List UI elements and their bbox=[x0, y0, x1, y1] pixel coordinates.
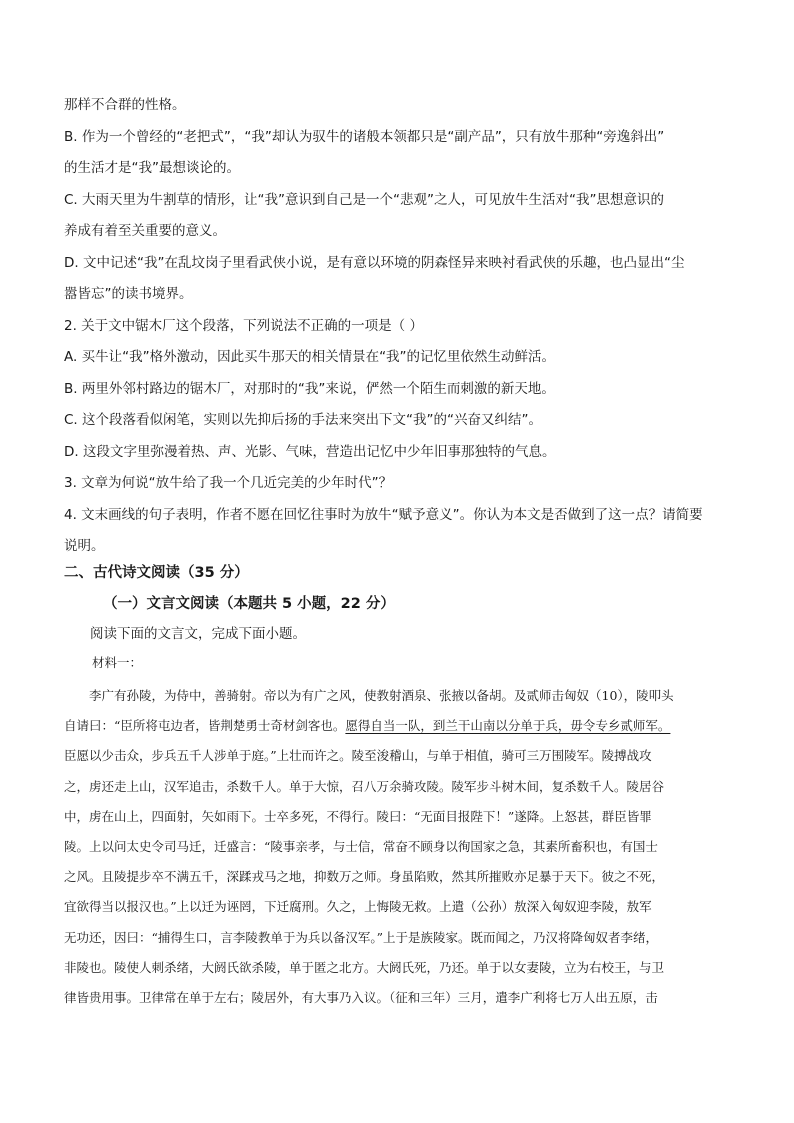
passage-line: 律皆贵用事。卫律常在单于左右；陵居外，有大事乃入议。（征和三年）三月，遣李广利将七万人出五原，击 bbox=[64, 989, 658, 1005]
text-line: 那样不合群的性格。 bbox=[64, 97, 186, 113]
option-d: D. 这段文字里弥漫着热、声、光影、气味，营造出记忆中少年旧事那独特的气息。 bbox=[64, 443, 556, 460]
passage-text: 自请曰：“臣所将屯边者，皆荆楚勇士奇材剑客也。 bbox=[64, 718, 346, 734]
question-block bbox=[64, 90, 732, 563]
passage-line: 陵。上以问太史令司马迁，迁盛言：“陵事亲孝，与士信，常奋不顾身以徇国家之急，其素所畜积也，有国士 bbox=[64, 838, 658, 854]
text-line: D. 文中记述“我”在乱坟岗子里看武侠小说，是有意以环境的阴森怪异来映衬看武侠的乐趣，也凸显出“尘 bbox=[64, 254, 685, 271]
passage-line: 之，虏还走上山，汉军追击，杀数千人。单于大惊，召八万余骑攻陵。陵军步斗树木间，复杀数千人。陵居谷 bbox=[64, 778, 665, 794]
question-2: 2. 关于文中锯木厂这个段落，下列说法不正确的一项是（ ） bbox=[64, 317, 423, 334]
passage-line: 之风。且陵提步卒不满五千，深蹂戎马之地，抑数万之师。身虽陷败，然其所摧败亦足暴于天下。彼之不死， bbox=[64, 869, 665, 885]
passage-line: 宜欲得当以报汉也。”上以迁为诬罔，下迁腐刑。久之，上悔陵无救。上遣（公孙）敖深入匈奴迎李陵，敖军 bbox=[64, 899, 652, 915]
question-3: 3. 文章为何说“放牛给了我一个几近完美的少年时代”？ bbox=[64, 475, 393, 491]
underlined-sentence: 愿得自当一队，到兰干山南以分单于兵，毋令专乡贰师军。 bbox=[345, 718, 671, 734]
passage-line: 非陵也。陵使人刺杀绪，大阏氏欲杀陵，单于匿之北方。大阏氏死，乃还。单于以女妻陵，立为右校王，与卫 bbox=[64, 959, 665, 975]
passage-line: 臣愿以少击众，步兵五千人涉单于庭。”上壮而许之。陵至浚稽山，与单于相值，骑可三万围陵军。陵搏战攻 bbox=[64, 748, 652, 764]
option-b: B. 两里外邻村路边的锯木厂，对那时的“我”来说，俨然一个陌生而刺激的新天地。 bbox=[64, 380, 555, 397]
passage-line: 中，虏在山上，四面射，矢如雨下。士卒多死，不得行。陵曰：“无面目报陛下！”遂降。上怒甚，群臣皆罪 bbox=[64, 808, 652, 824]
text-line: 养成有着至关重要的意义。 bbox=[64, 223, 226, 239]
passage-line bbox=[64, 711, 734, 741]
option-c: C. 这个段落看似闲笔，实则以先抑后扬的手法来突出下文“我”的“兴奋又纠结”。 bbox=[64, 412, 542, 428]
text-line: 说明。 bbox=[64, 538, 105, 554]
passage-line: 李广有孙陵，为侍中，善骑射。帝以为有广之风，使教射酒泉、张掖以备胡。及贰师击匈奴（10），陵叩头 bbox=[64, 688, 674, 703]
material-label: 材料一： bbox=[92, 655, 143, 670]
text-line: 的生活才是“我”最想谈论的。 bbox=[64, 160, 240, 176]
subsection-title: （一）文言文阅读（本题共 5 小题，22 分） bbox=[103, 596, 395, 612]
section-title: 二、古代诗文阅读（35 分） bbox=[64, 565, 249, 581]
instruction: 阅读下面的文言文，完成下面小题。 bbox=[90, 626, 306, 642]
text-line: C. 大雨天里为牛割草的情形，让“我”意识到自己是一个“悲观”之人，可见放牛生活对“我”思想意识的 bbox=[64, 191, 664, 208]
classical-passage bbox=[64, 681, 734, 1013]
question-4: 4. 文末画线的句子表明，作者不愿在回忆往事时为放牛“赋予意义”。你认为本文是否做到了这一点？请简要 bbox=[64, 506, 703, 523]
option-a: A. 买牛让“我”格外激动，因此买牛那天的相关情景在“我”的记忆里依然生动鲜活。 bbox=[64, 349, 556, 365]
passage-line: 无功还，因曰：“捕得生口，言李陵教单于为兵以备汉军。”上于是族陵家。既而闻之，乃汉将降匈奴者李绪， bbox=[64, 929, 659, 945]
text-line: B. 作为一个曾经的“老把式”，“我”却认为驭牛的诸般本领都只是“副产品”，只有放牛那种“旁逸斜出” bbox=[64, 128, 665, 145]
text-line: 嚣皆忘”的读书境界。 bbox=[64, 286, 193, 302]
